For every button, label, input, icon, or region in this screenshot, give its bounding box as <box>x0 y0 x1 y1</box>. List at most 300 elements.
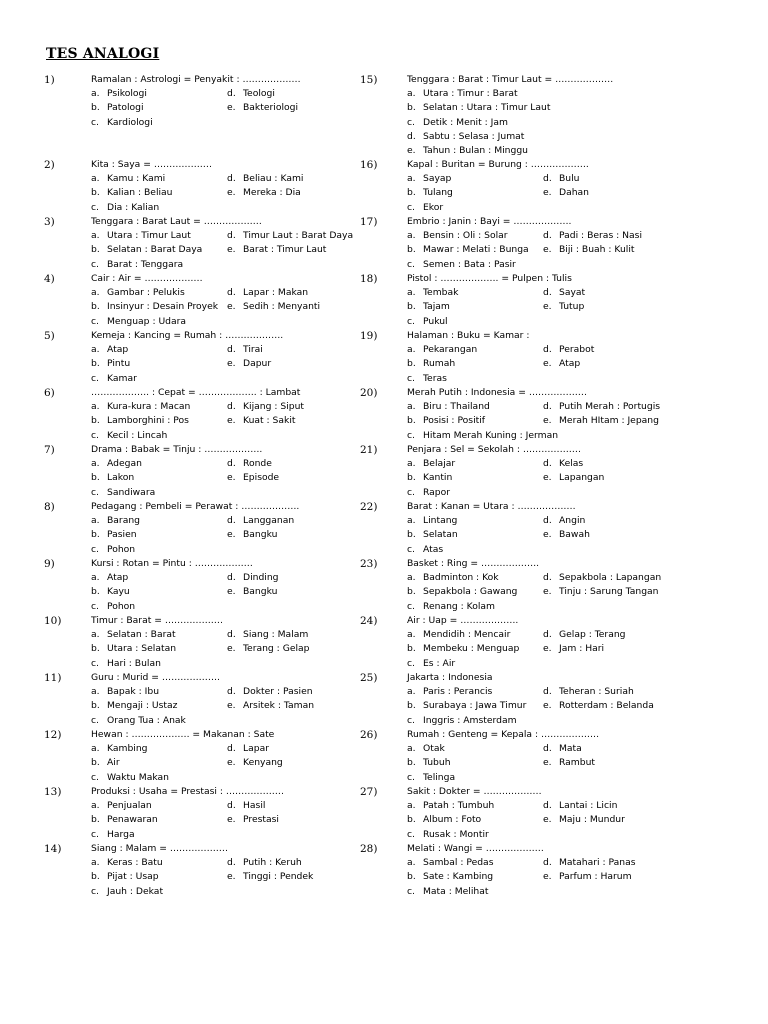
option-text: Kamu : Kami <box>107 173 166 185</box>
question-number: 19) <box>360 330 378 342</box>
answer-option-c[interactable] <box>407 372 543 386</box>
option-letter: c. <box>91 657 99 669</box>
answer-option-a[interactable] <box>407 742 543 756</box>
answer-option-a[interactable] <box>91 685 227 699</box>
option-letter: c. <box>91 486 99 498</box>
question-stem: Produksi : Usaha = Prestasi : ………………. <box>91 786 284 797</box>
answer-option-c[interactable] <box>407 429 559 443</box>
question-stem: Kursi : Rotan = Pintu : ………………. <box>91 558 253 569</box>
option-letter: a. <box>91 344 100 356</box>
option-text: Hitam Merah Kuning : Jerman <box>423 429 559 441</box>
answer-option-a[interactable] <box>91 343 227 357</box>
answer-option-e[interactable] <box>543 300 760 314</box>
option-text: Padi : Beras : Nasi <box>559 230 643 242</box>
answer-option-b[interactable] <box>407 870 543 884</box>
question-stem: Air : Uap = ………………. <box>407 615 519 626</box>
option-text: Harga <box>107 828 135 840</box>
option-text: Tutup <box>559 301 585 313</box>
question-item <box>360 614 760 671</box>
answer-option-b[interactable] <box>91 357 227 371</box>
option-text: Sayat <box>559 287 586 299</box>
answer-option-b[interactable] <box>91 756 227 770</box>
answer-option-c[interactable] <box>407 714 543 728</box>
option-letter: a. <box>91 743 100 755</box>
question-item <box>44 785 414 842</box>
question-stem: Guru : Murid = ………………. <box>91 672 220 683</box>
option-text: Kenyang <box>243 757 283 769</box>
answer-option-a[interactable] <box>91 400 227 414</box>
option-letter: a. <box>407 572 416 584</box>
option-text: Lapar <box>243 743 269 755</box>
answer-option-a[interactable] <box>91 87 227 101</box>
option-text: Angin <box>559 515 586 527</box>
answer-option-e[interactable] <box>543 528 760 542</box>
question-number: 8) <box>44 501 55 513</box>
option-letter: d. <box>227 629 236 641</box>
option-letter: d. <box>407 130 416 142</box>
question-item <box>360 500 760 557</box>
option-text: Atap <box>559 358 581 370</box>
option-text: Barang <box>107 515 140 527</box>
answer-option-b[interactable] <box>407 756 543 770</box>
option-letter: a. <box>407 344 416 356</box>
answer-option-e[interactable] <box>543 414 760 428</box>
option-text: Tinggi : Pendek <box>243 871 314 883</box>
answer-option-a[interactable] <box>91 856 227 870</box>
option-text: Gelap : Terang <box>559 629 626 641</box>
question-number: 24) <box>360 615 378 627</box>
option-text: Paris : Perancis <box>423 686 493 698</box>
answer-option-a[interactable] <box>407 172 543 186</box>
answer-option-c[interactable] <box>407 116 760 130</box>
option-text: Pijat : Usap <box>107 871 159 883</box>
option-letter: b. <box>407 472 416 484</box>
option-letter: c. <box>91 771 99 783</box>
option-letter: c. <box>91 315 99 327</box>
question-number: 28) <box>360 843 378 855</box>
answer-option-a[interactable] <box>91 514 227 528</box>
answer-option-e[interactable] <box>543 471 760 485</box>
answer-option-b[interactable] <box>91 813 227 827</box>
option-text: Langganan <box>243 515 295 527</box>
answer-option-c[interactable] <box>91 714 227 728</box>
answer-option-c[interactable] <box>91 771 227 785</box>
option-letter: d. <box>227 458 236 470</box>
question-stem: Siang : Malam = ………………. <box>91 843 228 854</box>
answer-option-c[interactable] <box>91 429 227 443</box>
option-text: Tinju : Sarung Tangan <box>559 586 659 598</box>
answer-option-c[interactable] <box>407 315 543 329</box>
option-letter: c. <box>91 828 99 840</box>
option-text: Semen : Bata : Pasir <box>423 258 516 270</box>
question-item <box>360 842 760 899</box>
question-number: 17) <box>360 216 378 228</box>
option-letter: e. <box>543 700 552 712</box>
option-letter: d. <box>227 686 236 698</box>
answer-options <box>407 87 760 158</box>
answer-option-c[interactable] <box>91 885 227 899</box>
answer-option-a[interactable] <box>407 685 543 699</box>
option-letter: d. <box>543 287 552 299</box>
option-letter: b. <box>407 187 416 199</box>
option-letter: d. <box>543 344 552 356</box>
option-text: Rumah <box>423 358 456 370</box>
option-text: Insinyur : Desain Proyek <box>107 301 219 313</box>
option-letter: a. <box>91 515 100 527</box>
option-letter: d. <box>227 88 236 100</box>
answer-option-d[interactable] <box>543 799 760 813</box>
question-stem: Barat : Kanan = Utara : ………………. <box>407 501 576 512</box>
answer-option-b[interactable] <box>91 186 227 200</box>
answer-option-b[interactable] <box>407 186 543 200</box>
option-text: Keras : Batu <box>107 857 163 869</box>
option-letter: b. <box>91 529 100 541</box>
option-text: Lamborghini : Pos <box>107 415 189 427</box>
answer-option-c[interactable] <box>91 201 227 215</box>
answer-options <box>407 742 760 785</box>
answer-option-a[interactable] <box>407 514 543 528</box>
answer-option-a[interactable] <box>407 628 543 642</box>
option-text: Sayap <box>423 173 452 185</box>
option-letter: d. <box>543 857 552 869</box>
question-stem: Hewan : ………………. = Makanan : Sate <box>91 729 275 740</box>
answer-option-a[interactable] <box>407 457 543 471</box>
answer-option-a[interactable] <box>91 571 227 585</box>
answer-option-e[interactable] <box>543 756 760 770</box>
option-text: Telinga <box>423 771 456 783</box>
option-letter: c. <box>91 372 99 384</box>
question-stem: Penjara : Sel = Sekolah : ………………. <box>407 444 581 455</box>
option-letter: b. <box>91 700 100 712</box>
question-item <box>44 329 414 386</box>
answer-option-e[interactable] <box>543 186 760 200</box>
option-text: Tulang <box>423 187 453 199</box>
answer-option-e[interactable] <box>543 870 760 884</box>
answer-option-a[interactable] <box>407 87 760 101</box>
option-text: Tembak <box>423 287 459 299</box>
answer-option-c[interactable] <box>91 258 227 272</box>
answer-option-c[interactable] <box>407 771 543 785</box>
answer-option-b[interactable] <box>91 101 227 115</box>
answer-option-b[interactable] <box>407 414 543 428</box>
answer-option-b[interactable] <box>407 813 543 827</box>
question-item <box>44 272 414 329</box>
answer-option-e[interactable] <box>543 243 760 257</box>
answer-option-b[interactable] <box>407 101 760 115</box>
answer-option-a[interactable] <box>407 856 543 870</box>
option-letter: d. <box>543 230 552 242</box>
option-letter: a. <box>407 857 416 869</box>
option-text: Lapar : Makan <box>243 287 309 299</box>
option-letter: d. <box>227 572 236 584</box>
question-stem: Sakit : Dokter = ………………. <box>407 786 542 797</box>
option-letter: b. <box>407 814 416 826</box>
answer-option-c[interactable] <box>407 828 543 842</box>
option-letter: d. <box>227 287 236 299</box>
question-item <box>360 73 760 158</box>
answer-option-b[interactable] <box>407 300 543 314</box>
option-letter: d. <box>227 857 236 869</box>
option-text: Posisi : Positif <box>423 415 486 427</box>
answer-option-c[interactable] <box>91 657 227 671</box>
answer-option-b[interactable] <box>91 471 227 485</box>
option-letter: a. <box>91 800 100 812</box>
answer-option-b[interactable] <box>407 642 543 656</box>
option-text: Rotterdam : Belanda <box>559 700 654 712</box>
answer-option-e[interactable] <box>543 357 760 371</box>
answer-option-b[interactable] <box>91 642 227 656</box>
page-title: TES ANALOGI <box>46 46 160 62</box>
answer-option-d[interactable] <box>543 628 760 642</box>
option-letter: b. <box>407 643 416 655</box>
answer-option-d[interactable] <box>543 685 760 699</box>
option-letter: e. <box>227 814 236 826</box>
answer-option-a[interactable] <box>407 400 543 414</box>
option-text: Pasien <box>107 529 137 541</box>
answer-option-b[interactable] <box>91 414 227 428</box>
answer-option-d[interactable] <box>543 229 760 243</box>
option-text: Rapor <box>423 486 451 498</box>
option-letter: a. <box>91 686 100 698</box>
answer-option-b[interactable] <box>91 870 227 884</box>
answer-option-b[interactable] <box>91 528 227 542</box>
option-text: Kayu <box>107 586 130 598</box>
option-letter: c. <box>407 372 415 384</box>
option-letter: d. <box>227 344 236 356</box>
option-letter: a. <box>407 230 416 242</box>
answer-option-c[interactable] <box>407 201 543 215</box>
answer-option-b[interactable] <box>91 585 227 599</box>
option-text: Bawah <box>559 529 590 541</box>
question-stem: Kemeja : Kancing = Rumah : ………………. <box>91 330 284 341</box>
answer-options <box>407 229 760 272</box>
option-letter: b. <box>407 757 416 769</box>
question-number: 6) <box>44 387 55 399</box>
answer-option-e[interactable] <box>543 813 760 827</box>
answer-option-b[interactable] <box>407 528 543 542</box>
option-text: Lakon <box>107 472 135 484</box>
question-number: 10) <box>44 615 62 627</box>
answer-option-c[interactable] <box>91 828 227 842</box>
option-text: Arsitek : Taman <box>243 700 315 712</box>
question-number: 18) <box>360 273 378 285</box>
option-text: Perabot <box>559 344 595 356</box>
question-number: 7) <box>44 444 55 456</box>
answer-option-b[interactable] <box>91 699 227 713</box>
answer-option-b[interactable] <box>91 243 227 257</box>
option-letter: a. <box>407 401 416 413</box>
option-letter: a. <box>91 230 100 242</box>
answer-option-a[interactable] <box>407 571 543 585</box>
option-text: Lintang <box>423 515 458 527</box>
option-text: Mereka : Dia <box>243 187 301 199</box>
answer-option-d[interactable] <box>543 400 760 414</box>
option-letter: d. <box>543 743 552 755</box>
question-item <box>44 215 414 272</box>
option-text: Bangku <box>243 529 278 541</box>
answer-option-a[interactable] <box>91 286 227 300</box>
option-text: Detik : Menit : Jam <box>423 116 508 128</box>
question-stem: Kapal : Buritan = Burung : ………………. <box>407 159 589 170</box>
answer-option-e[interactable] <box>543 642 760 656</box>
answer-option-e[interactable] <box>407 144 760 158</box>
option-letter: a. <box>407 629 416 641</box>
question-item <box>44 500 414 557</box>
option-text: Menguap : Udara <box>107 315 187 327</box>
answer-option-d[interactable] <box>543 343 760 357</box>
option-letter: c. <box>407 771 415 783</box>
answer-option-c[interactable] <box>407 258 543 272</box>
option-text: Patah : Tumbuh <box>423 800 495 812</box>
answer-option-a[interactable] <box>91 229 227 243</box>
answer-option-a[interactable] <box>91 799 227 813</box>
answer-option-a[interactable] <box>91 628 227 642</box>
answer-option-c[interactable] <box>407 600 543 614</box>
option-text: Timur Laut : Barat Daya <box>243 230 354 242</box>
answer-option-b[interactable] <box>407 471 543 485</box>
option-letter: b. <box>407 102 416 114</box>
option-text: Kelas <box>559 458 584 470</box>
option-text: Kecil : Lincah <box>107 429 168 441</box>
answer-option-c[interactable] <box>91 315 227 329</box>
option-text: Atap <box>107 344 129 356</box>
option-text: Dapur <box>243 358 272 370</box>
answer-option-c[interactable] <box>407 657 543 671</box>
option-letter: e. <box>227 472 236 484</box>
option-text: Renang : Kolam <box>423 600 495 612</box>
answer-options <box>407 343 760 386</box>
option-letter: a. <box>91 173 100 185</box>
option-letter: e. <box>407 145 416 157</box>
option-text: Teologi <box>243 88 275 100</box>
option-text: Barat : Tenggara <box>107 258 184 270</box>
answer-option-c[interactable] <box>91 543 227 557</box>
question-item <box>44 158 414 215</box>
answer-option-a[interactable] <box>407 229 543 243</box>
answer-option-a[interactable] <box>407 799 543 813</box>
answer-option-b[interactable] <box>407 699 543 713</box>
option-text: Ekor <box>423 201 444 213</box>
option-text: Pohon <box>107 543 136 555</box>
question-stem: Kita : Saya = ………………. <box>91 159 212 170</box>
option-letter: d. <box>543 800 552 812</box>
answer-option-d[interactable] <box>543 172 760 186</box>
option-text: Mata <box>559 743 582 755</box>
question-number: 1) <box>44 74 55 86</box>
answer-option-c[interactable] <box>407 543 543 557</box>
answer-option-d[interactable] <box>407 130 760 144</box>
option-text: Teras <box>423 372 447 384</box>
question-number: 14) <box>44 843 62 855</box>
option-text: Maju : Mundur <box>559 814 625 826</box>
question-number: 13) <box>44 786 62 798</box>
option-text: Patologi <box>107 102 144 114</box>
answer-option-a[interactable] <box>407 343 543 357</box>
option-text: Penjualan <box>107 800 152 812</box>
option-letter: b. <box>91 586 100 598</box>
question-number: 12) <box>44 729 62 741</box>
answer-option-d[interactable] <box>543 286 760 300</box>
option-letter: c. <box>407 885 415 897</box>
answer-option-c[interactable] <box>407 885 543 899</box>
answer-option-d[interactable] <box>543 856 760 870</box>
option-letter: d. <box>543 458 552 470</box>
option-letter: a. <box>407 686 416 698</box>
option-text: Orang Tua : Anak <box>107 714 186 726</box>
option-text: Kantin <box>423 472 453 484</box>
option-letter: b. <box>91 814 100 826</box>
answer-option-e[interactable] <box>543 699 760 713</box>
question-item <box>360 671 760 728</box>
answer-options <box>407 400 760 443</box>
option-text: Tirai <box>243 344 263 356</box>
option-letter: c. <box>407 486 415 498</box>
option-text: Surabaya : Jawa Timur <box>423 700 527 712</box>
option-letter: a. <box>407 458 416 470</box>
option-text: Bensin : Oli : Solar <box>423 230 508 242</box>
option-letter: b. <box>407 586 416 598</box>
option-text: Badminton : Kok <box>423 572 499 584</box>
answer-option-c[interactable] <box>91 372 227 386</box>
answer-option-c[interactable] <box>91 600 227 614</box>
answer-option-b[interactable] <box>91 300 227 314</box>
answer-options <box>407 286 760 329</box>
option-text: Ronde <box>243 458 272 470</box>
answer-option-c[interactable] <box>91 116 227 130</box>
answer-option-c[interactable] <box>407 486 543 500</box>
answer-option-b[interactable] <box>407 357 543 371</box>
option-letter: a. <box>91 88 100 100</box>
answer-option-a[interactable] <box>91 457 227 471</box>
answer-option-a[interactable] <box>91 742 227 756</box>
answer-option-b[interactable] <box>407 243 543 257</box>
option-text: Hasil <box>243 800 266 812</box>
option-letter: e. <box>227 871 236 883</box>
option-text: Dokter : Pasien <box>243 686 313 698</box>
question-item <box>44 728 414 785</box>
answer-option-d[interactable] <box>543 457 760 471</box>
option-text: Sabtu : Selasa : Jumat <box>423 130 525 142</box>
question-stem: Cair : Air = ………………. <box>91 273 203 284</box>
option-letter: d. <box>227 230 236 242</box>
option-letter: c. <box>407 116 415 128</box>
question-stem: Drama : Babak = Tinju : ………………. <box>91 444 263 455</box>
answer-option-c[interactable] <box>91 486 227 500</box>
option-text: Tubuh <box>423 757 451 769</box>
answer-option-d[interactable] <box>543 514 760 528</box>
option-text: Jauh : Dekat <box>107 885 164 897</box>
answer-options <box>407 571 760 614</box>
option-letter: e. <box>227 244 236 256</box>
answer-option-b[interactable] <box>407 585 543 599</box>
option-text: Lantai : Licin <box>559 800 618 812</box>
option-letter: b. <box>407 244 416 256</box>
answer-options <box>407 685 760 728</box>
answer-option-e[interactable] <box>543 585 760 599</box>
option-text: Utara : Selatan <box>107 643 177 655</box>
question-item <box>360 329 760 386</box>
answer-option-a[interactable] <box>407 286 543 300</box>
answer-option-d[interactable] <box>543 742 760 756</box>
answer-option-a[interactable] <box>91 172 227 186</box>
question-number: 23) <box>360 558 378 570</box>
option-text: Barat : Timur Laut <box>243 244 327 256</box>
option-text: Inggris : Amsterdam <box>423 714 517 726</box>
option-letter: e. <box>543 643 552 655</box>
option-text: Kalian : Beliau <box>107 187 173 199</box>
answer-option-d[interactable] <box>543 571 760 585</box>
option-letter: d. <box>543 173 552 185</box>
